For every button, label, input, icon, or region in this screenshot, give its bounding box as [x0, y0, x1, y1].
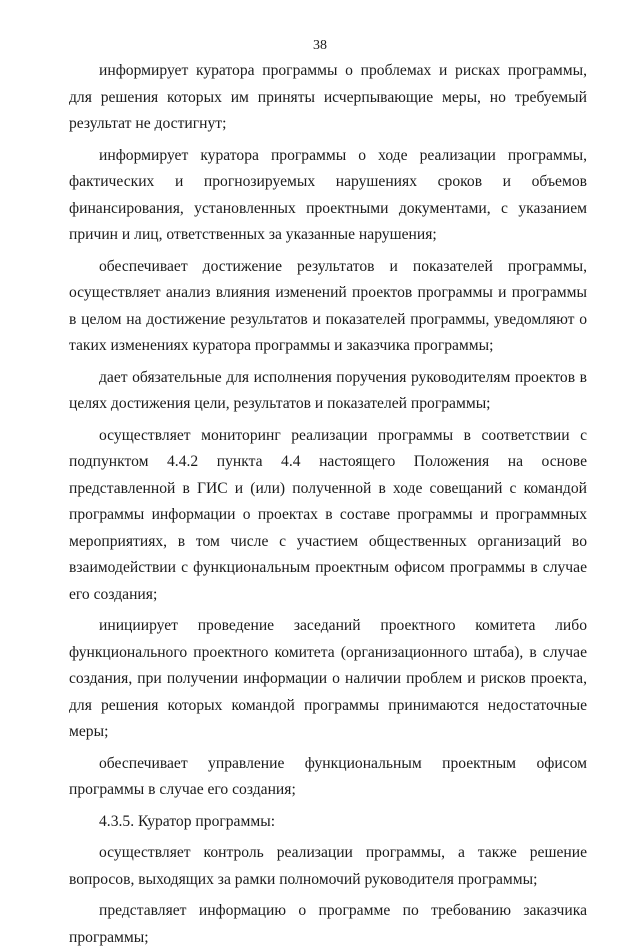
paragraph: дает обязательные для исполнения поручения руководителям проектов в целях достижения цели, результатов и показателей программы; [69, 368, 587, 412]
paragraph: представляет информацию о программе по требованию заказчика программы; [69, 902, 587, 946]
paragraph: информирует куратора программы о проблемах и рисках программы, для решения которых им приняты исчерпывающие меры, но требуемый результат не достигнут; [69, 62, 587, 132]
paragraph: обеспечивает управление функциональным проектным офисом программы в случае его создания; [69, 754, 587, 798]
document-body [69, 58, 587, 951]
section-heading: 4.3.5. Куратор программы: [99, 812, 276, 830]
paragraph: осуществляет мониторинг реализации программы в соответствии с подпунктом 4.4.2 пункта 4.4 настоящего Положения на основе представленной в ГИС и (или) полученной в ходе совещаний с командой программы информации о проектах в составе программы и программных мероприятиях, в том числе с участием общественных организаций во взаимодействии с функциональным проектным офисом программы в случае его создания; [69, 426, 587, 603]
page-number: 38 [313, 38, 327, 53]
paragraph: осуществляет контроль реализации программы, а также решение вопросов, выходящих за рамки полномочий руководителя программы; [69, 844, 587, 888]
paragraph: обеспечивает достижение результатов и показателей программы, осуществляет анализ влияния изменений проектов программы и программы в целом на достижение результатов и показателей программы, уведомляют о таких изменениях куратора программы и заказчика программы; [69, 257, 587, 354]
paragraph: инициирует проведение заседаний проектного комитета либо функционального проектного комитета (организационного штаба), в случае создания, при получении информации о наличии проблем и рисков проекта, для решения которых командой программы принимаются недостаточные меры; [69, 617, 587, 740]
paragraph: информирует куратора программы о ходе реализации программы, фактических и прогнозируемых нарушениях сроков и объемов финансирования, установленных проектными документами, с указанием причин и лиц, ответственных за указанные нарушения; [69, 146, 587, 243]
